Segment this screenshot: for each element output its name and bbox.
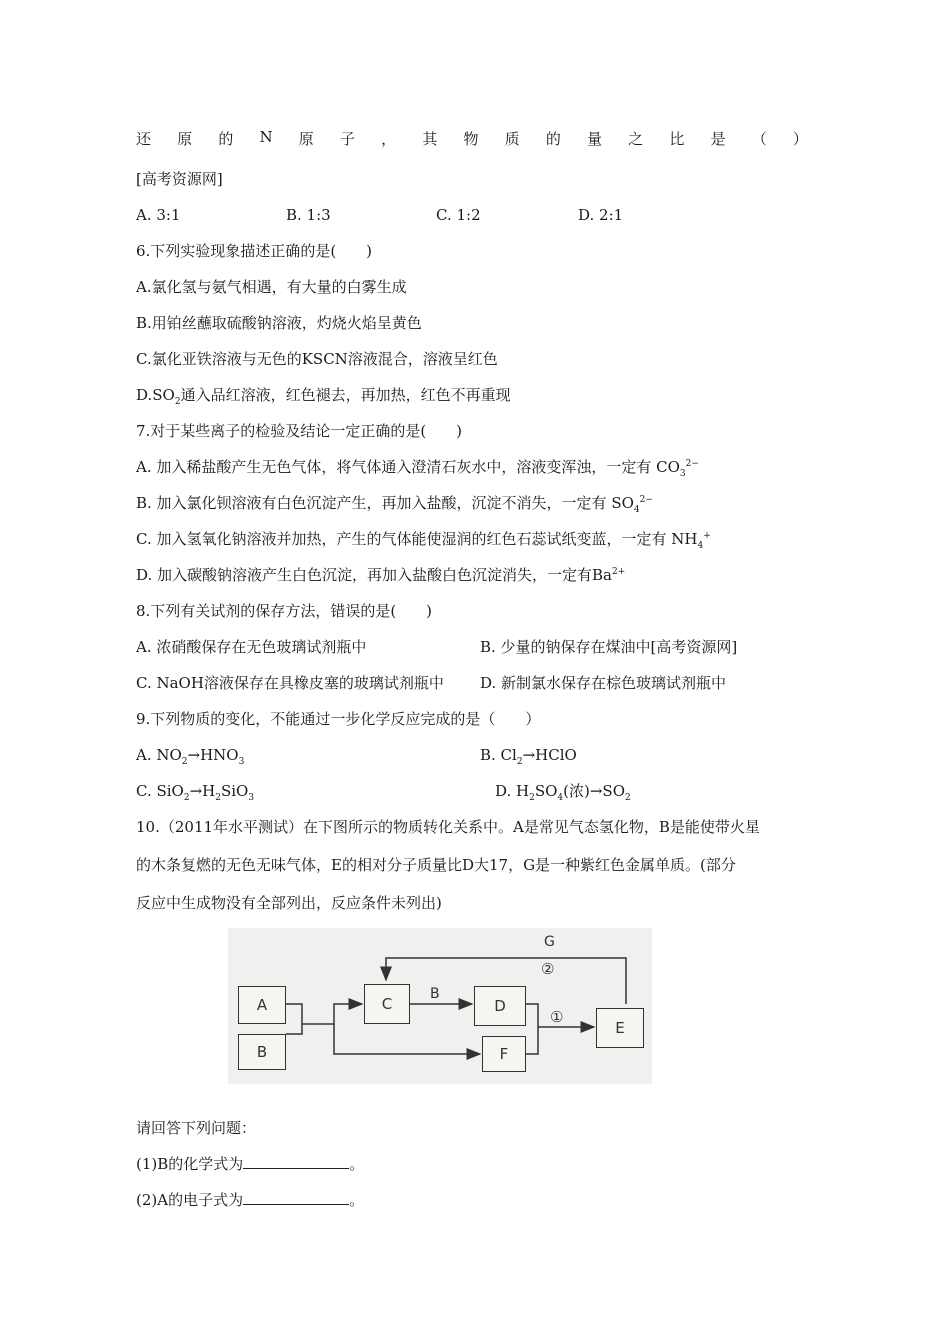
q9-option-c: C. $SiO_2\to H_2SiO_3$ xyxy=(136,782,255,803)
q7-stem: 7.对于某些离子的检验及结论一定正确的是( ) xyxy=(136,422,463,440)
q5-spread-char: 其 xyxy=(422,130,438,148)
box-a: A xyxy=(238,986,286,1024)
q6-option-b: B.用铂丝蘸取硫酸钠溶液，灼烧火焰呈黄色 xyxy=(136,314,422,332)
q9-option-d: D. $H_2SO_4$(浓)$\to SO_2$ xyxy=(495,782,631,803)
box-f: F xyxy=(482,1036,526,1072)
q5-spread-char: 的 xyxy=(218,130,234,148)
q5-option-a: A. 3:1 xyxy=(136,206,181,224)
q5-spread-char: 物 xyxy=(463,130,479,148)
box-b: B xyxy=(238,1034,286,1070)
q5-option-b: B. 1:3 xyxy=(286,206,331,224)
q6-option-c: C.氯化亚铁溶液与无色的KSCN溶液混合，溶液呈红色 xyxy=(136,350,498,368)
q5-source-tag: [高考资源网] xyxy=(136,170,223,188)
q10-sub-1: (1)B的化学式为 。 xyxy=(136,1155,365,1173)
q6-option-d: $D.SO_2$通入品红溶液，红色褪去，再加热，红色不再重现 xyxy=(136,386,511,407)
q5-spread-line xyxy=(136,128,808,149)
q7-option-d: D. 加入碳酸钠溶液产生白色沉淀，再加入盐酸白色沉淀消失，一定有$Ba^{2+}$ xyxy=(136,566,626,584)
ab-merge-line xyxy=(286,1004,302,1034)
q8-option-a: A. 浓硝酸保存在无色玻璃试剂瓶中 xyxy=(136,638,367,656)
box-d: D xyxy=(474,986,526,1026)
q5-spread-char: 比 xyxy=(669,130,685,148)
q9-option-b: B. $Cl_2\to HClO$ xyxy=(480,746,577,767)
q10-prompt: 请回答下列问题： xyxy=(136,1119,257,1137)
q7-option-c: C. 加入氢氧化钠溶液并加热，产生的气体能使湿润的红色石蕊试纸变蓝，一定有 $NH_4^+$ xyxy=(136,530,711,551)
conversion-diagram xyxy=(228,928,652,1084)
q5-spread-char: ） xyxy=(792,130,808,148)
label-b-arrow: B xyxy=(430,986,440,1002)
q5-option-d: D. 2:1 xyxy=(578,206,624,224)
q10-stem-line-2: 的木条复燃的无色无味气体，E的相对分子质量比D大17，G是一种紫红色金属单质。(部分 xyxy=(136,856,736,874)
label-step-2: ② xyxy=(541,960,555,978)
answer-blank-1[interactable] xyxy=(243,1154,349,1169)
q5-spread-char: 量 xyxy=(587,130,603,148)
q10-stem-line-1: 10.（2011年水平测试）在下图所示的物质转化关系中。A是常见气态氢化物，B是能使带火星 xyxy=(136,818,760,836)
label-step-1: ① xyxy=(550,1008,564,1026)
q5-spread-char: 还 xyxy=(136,130,152,148)
q5-spread-char: 是 xyxy=(710,130,726,148)
q9-stem: 9.下列物质的变化，不能通过一步化学反应完成的是（ ） xyxy=(136,710,541,728)
diagram-connectors xyxy=(228,928,652,1084)
q5-spread-char: 之 xyxy=(628,130,644,148)
q7-option-b: B. 加入氯化钡溶液有白色沉淀产生，再加入盐酸，沉淀不消失，一定有 $SO_4^{2-}$ xyxy=(136,494,653,515)
arrow-to-f xyxy=(334,1024,480,1054)
q5-spread-char: （ xyxy=(751,130,767,148)
df-merge-line xyxy=(526,1004,538,1054)
q9-option-a: A. $NO_2\to HNO_3$ xyxy=(136,746,245,767)
q5-spread-char: 的 xyxy=(545,130,561,148)
q8-option-d: D. 新制氯水保存在棕色玻璃试剂瓶中 xyxy=(480,674,727,692)
q5-spread-char: 子 xyxy=(339,130,355,148)
q5-option-c: C. 1:2 xyxy=(436,206,481,224)
q5-spread-char: N xyxy=(259,128,273,146)
q5-spread-char: ， xyxy=(381,130,397,148)
label-g: G xyxy=(544,934,555,950)
q5-spread-char: 原 xyxy=(177,130,193,148)
q10-sub-2: (2)A的电子式为 。 xyxy=(136,1191,365,1209)
arrow-to-c xyxy=(302,1004,362,1024)
box-e: E xyxy=(596,1008,644,1048)
q6-stem: 6.下列实验现象描述正确的是( ) xyxy=(136,242,373,260)
q5-spread-char: 质 xyxy=(504,130,520,148)
q8-option-c: C. NaOH溶液保存在具橡皮塞的玻璃试剂瓶中 xyxy=(136,674,444,692)
answer-blank-2[interactable] xyxy=(243,1190,349,1205)
q8-option-b: B. 少量的钠保存在煤油中[高考资源网] xyxy=(480,638,738,656)
q10-stem-line-3: 反应中生成物没有全部列出，反应条件未列出) xyxy=(136,894,442,912)
q6-option-a: A.氯化氢与氨气相遇，有大量的白雾生成 xyxy=(136,278,407,296)
box-c: C xyxy=(364,984,410,1024)
q8-stem: 8.下列有关试剂的保存方法，错误的是( ) xyxy=(136,602,433,620)
q7-option-a: A. 加入稀盐酸产生无色气体，将气体通入澄清石灰水中，溶液变浑浊，一定有 $CO_3^{2-}$ xyxy=(136,458,699,479)
q5-spread-char: 原 xyxy=(298,130,314,148)
